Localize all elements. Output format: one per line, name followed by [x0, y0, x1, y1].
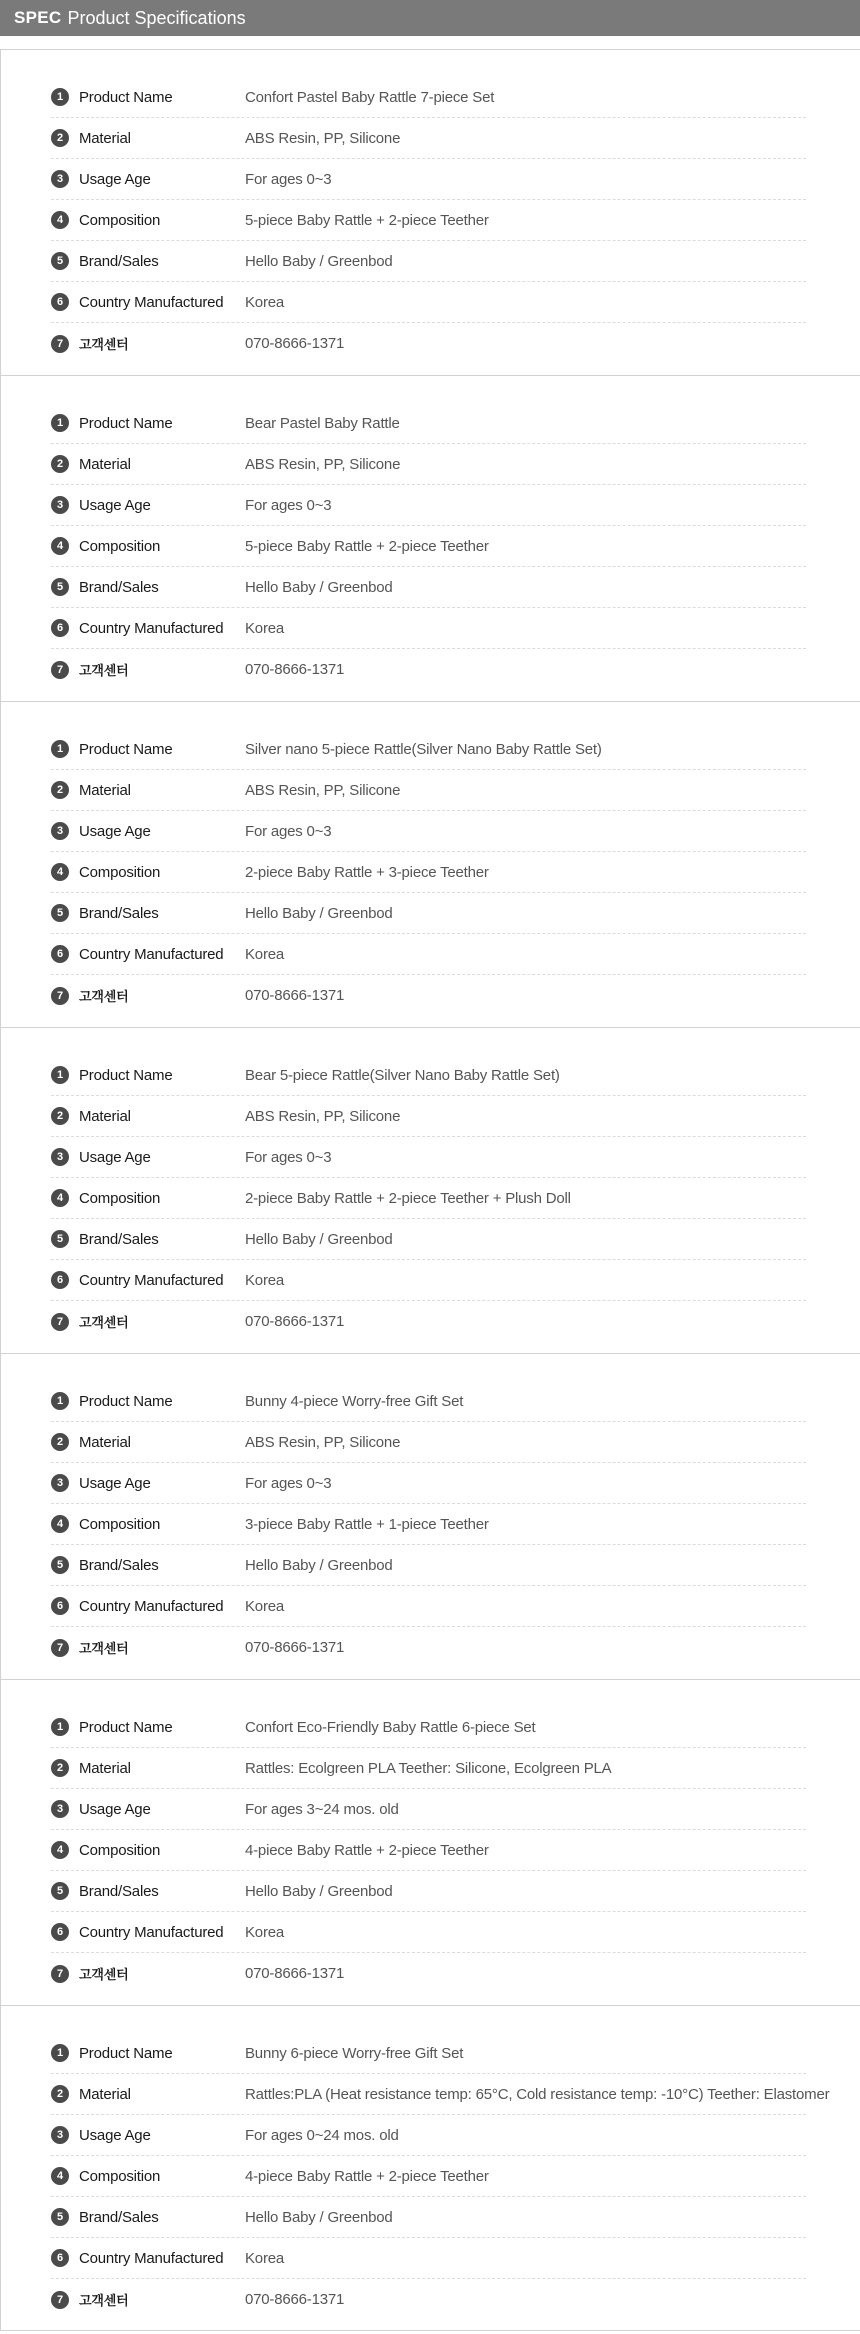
spec-value-product-name: Silver nano 5-piece Rattle(Silver Nano Baby Rattle Set): [245, 740, 602, 758]
spec-label-country-manufactured: Country Manufactured: [79, 619, 224, 637]
row-number-badge: 6: [51, 1271, 69, 1289]
spec-label-brand-sales: Brand/Sales: [79, 578, 159, 596]
spec-table: [51, 1381, 806, 1668]
spec-row-product-name: [51, 77, 806, 118]
spec-label-material: Material: [79, 781, 131, 799]
spec-value-material: ABS Resin, PP, Silicone: [245, 129, 401, 147]
spec-value-composition: 4-piece Baby Rattle + 2-piece Teether: [245, 1841, 489, 1859]
row-number-badge: 3: [51, 496, 69, 514]
row-number-badge: 6: [51, 945, 69, 963]
spec-value-customer-center: 070-8666-1371: [245, 661, 345, 678]
row-number-badge: 6: [51, 1597, 69, 1615]
spec-value-usage-age: For ages 0~24 mos. old: [245, 2126, 399, 2144]
spec-label-product-name: Product Name: [79, 1392, 173, 1410]
spec-value-material: Rattles: Ecolgreen PLA Teether: Silicone, Ecolgreen PLA: [245, 1759, 612, 1777]
spec-row-product-name: [51, 1707, 806, 1748]
spec-label-brand-sales: Brand/Sales: [79, 1556, 159, 1574]
spec-value-brand-sales: Hello Baby / Greenbod: [245, 578, 393, 596]
row-number-badge: 2: [51, 1107, 69, 1125]
spec-value-material: ABS Resin, PP, Silicone: [245, 1433, 401, 1451]
row-number-badge: 2: [51, 1759, 69, 1777]
spec-section: [0, 1353, 860, 1679]
row-number-badge: 7: [51, 1313, 69, 1331]
spec-label-composition: Composition: [79, 211, 161, 229]
spec-row-composition: [51, 1830, 806, 1871]
row-number-badge: 1: [51, 740, 69, 758]
row-number-badge: 4: [51, 537, 69, 555]
spec-label-usage-age: Usage Age: [79, 2126, 151, 2144]
spec-label-composition: Composition: [79, 537, 161, 555]
spec-row-usage-age: [51, 1789, 806, 1830]
spec-label-customer-center: 고객센터: [79, 1967, 129, 1982]
spec-row-usage-age: [51, 159, 806, 200]
spec-value-country-manufactured: Korea: [245, 945, 285, 963]
spec-label-country-manufactured: Country Manufactured: [79, 1597, 224, 1615]
spec-row-composition: [51, 1178, 806, 1219]
spec-tag: SPEC: [14, 8, 62, 27]
spec-label-customer-center: 고객센터: [79, 1641, 129, 1656]
spec-value-composition: 2-piece Baby Rattle + 3-piece Teether: [245, 863, 489, 881]
spec-row-product-name: [51, 729, 806, 770]
spec-value-customer-center: 070-8666-1371: [245, 1965, 345, 1982]
spec-table: [51, 403, 806, 690]
row-number-badge: 4: [51, 1189, 69, 1207]
spec-label-brand-sales: Brand/Sales: [79, 1882, 159, 1900]
spec-value-usage-age: For ages 0~3: [245, 822, 332, 840]
spec-label-material: Material: [79, 2085, 131, 2103]
spec-row-brand-sales: [51, 1545, 806, 1586]
spec-label-brand-sales: Brand/Sales: [79, 2208, 159, 2226]
spec-row-customer-center: [51, 1953, 806, 1994]
spec-row-customer-center: [51, 1627, 806, 1668]
spec-table: [51, 729, 806, 1016]
spec-value-brand-sales: Hello Baby / Greenbod: [245, 252, 393, 270]
spec-value-usage-age: For ages 0~3: [245, 170, 332, 188]
spec-row-material: [51, 118, 806, 159]
spec-label-customer-center: 고객센터: [79, 989, 129, 1004]
spec-row-customer-center: [51, 975, 806, 1016]
spec-label-country-manufactured: Country Manufactured: [79, 2249, 224, 2267]
row-number-badge: 1: [51, 1718, 69, 1736]
spec-value-usage-age: For ages 0~3: [245, 1474, 332, 1492]
row-number-badge: 4: [51, 1515, 69, 1533]
row-number-badge: 2: [51, 781, 69, 799]
spec-row-composition: [51, 852, 806, 893]
spec-row-product-name: [51, 403, 806, 444]
spec-value-brand-sales: Hello Baby / Greenbod: [245, 904, 393, 922]
spec-value-product-name: Bunny 4-piece Worry-free Gift Set: [245, 1392, 464, 1410]
spec-label-material: Material: [79, 129, 131, 147]
spec-header: [0, 0, 860, 36]
row-number-badge: 2: [51, 1433, 69, 1451]
row-number-badge: 2: [51, 129, 69, 147]
spec-label-usage-age: Usage Age: [79, 1148, 151, 1166]
row-number-badge: 7: [51, 1965, 69, 1983]
row-number-badge: 2: [51, 455, 69, 473]
spec-sections: [0, 49, 860, 2331]
row-number-badge: 6: [51, 619, 69, 637]
spec-label-usage-age: Usage Age: [79, 1474, 151, 1492]
spec-row-usage-age: [51, 811, 806, 852]
spec-value-composition: 2-piece Baby Rattle + 2-piece Teether + Plush Doll: [245, 1189, 571, 1207]
spec-value-brand-sales: Hello Baby / Greenbod: [245, 1230, 393, 1248]
row-number-badge: 3: [51, 1148, 69, 1166]
spec-value-country-manufactured: Korea: [245, 1923, 285, 1941]
row-number-badge: 6: [51, 2249, 69, 2267]
spec-section: [0, 49, 860, 375]
spec-label-product-name: Product Name: [79, 414, 173, 432]
spec-label-country-manufactured: Country Manufactured: [79, 945, 224, 963]
row-number-badge: 4: [51, 1841, 69, 1859]
spec-value-customer-center: 070-8666-1371: [245, 987, 345, 1004]
spec-label-customer-center: 고객센터: [79, 663, 129, 678]
spec-label-customer-center: 고객센터: [79, 337, 129, 352]
spec-row-product-name: [51, 1381, 806, 1422]
spec-row-customer-center: [51, 2279, 806, 2320]
spec-section: [0, 2005, 860, 2331]
spec-table: [51, 1707, 806, 1994]
spec-value-material: Rattles:PLA (Heat resistance temp: 65°C, Cold resistance temp: -10°C) Teether: Elastomer: [245, 2085, 830, 2103]
spec-label-material: Material: [79, 1759, 131, 1777]
spec-row-brand-sales: [51, 2197, 806, 2238]
row-number-badge: 1: [51, 88, 69, 106]
spec-row-material: [51, 2074, 830, 2115]
spec-label-usage-age: Usage Age: [79, 496, 151, 514]
row-number-badge: 5: [51, 1556, 69, 1574]
spec-label-usage-age: Usage Age: [79, 822, 151, 840]
spec-value-country-manufactured: Korea: [245, 619, 285, 637]
spec-label-material: Material: [79, 1107, 131, 1125]
spec-row-country-manufactured: [51, 282, 806, 323]
row-number-badge: 6: [51, 1923, 69, 1941]
spec-row-country-manufactured: [51, 1586, 806, 1627]
spec-value-material: ABS Resin, PP, Silicone: [245, 781, 401, 799]
row-number-badge: 3: [51, 1800, 69, 1818]
spec-value-product-name: Bunny 6-piece Worry-free Gift Set: [245, 2044, 464, 2062]
spec-value-composition: 5-piece Baby Rattle + 2-piece Teether: [245, 537, 489, 555]
spec-row-material: [51, 444, 806, 485]
spec-label-country-manufactured: Country Manufactured: [79, 1923, 224, 1941]
spec-row-material: [51, 770, 806, 811]
spec-table: [51, 2033, 830, 2320]
spec-row-country-manufactured: [51, 1912, 806, 1953]
spec-value-brand-sales: Hello Baby / Greenbod: [245, 1882, 393, 1900]
spec-row-country-manufactured: [51, 2238, 806, 2279]
spec-value-customer-center: 070-8666-1371: [245, 2291, 345, 2308]
spec-section: [0, 1679, 860, 2005]
spec-label-composition: Composition: [79, 2167, 161, 2185]
spec-label-material: Material: [79, 455, 131, 473]
row-number-badge: 5: [51, 252, 69, 270]
spec-value-country-manufactured: Korea: [245, 2249, 285, 2267]
row-number-badge: 7: [51, 661, 69, 679]
spec-label-brand-sales: Brand/Sales: [79, 904, 159, 922]
spec-label-composition: Composition: [79, 1189, 161, 1207]
spec-row-brand-sales: [51, 1219, 806, 1260]
spec-row-customer-center: [51, 323, 806, 364]
spec-row-material: [51, 1422, 806, 1463]
spec-label-usage-age: Usage Age: [79, 1800, 151, 1818]
row-number-badge: 3: [51, 2126, 69, 2144]
row-number-badge: 4: [51, 211, 69, 229]
spec-label-product-name: Product Name: [79, 1718, 173, 1736]
spec-value-brand-sales: Hello Baby / Greenbod: [245, 2208, 393, 2226]
row-number-badge: 7: [51, 1639, 69, 1657]
spec-row-country-manufactured: [51, 608, 806, 649]
page-title: Product Specifications: [67, 7, 246, 28]
spec-section: [0, 1027, 860, 1353]
row-number-badge: 2: [51, 2085, 69, 2103]
spec-section: [0, 701, 860, 1027]
row-number-badge: 1: [51, 2044, 69, 2062]
row-number-badge: 7: [51, 335, 69, 353]
spec-row-material: [51, 1748, 806, 1789]
spec-label-country-manufactured: Country Manufactured: [79, 293, 224, 311]
row-number-badge: 1: [51, 1392, 69, 1410]
row-number-badge: 5: [51, 578, 69, 596]
spec-row-composition: [51, 526, 806, 567]
spec-value-customer-center: 070-8666-1371: [245, 335, 345, 352]
spec-value-product-name: Bear 5-piece Rattle(Silver Nano Baby Rattle Set): [245, 1066, 560, 1084]
spec-row-composition: [51, 1504, 806, 1545]
spec-label-usage-age: Usage Age: [79, 170, 151, 188]
spec-value-usage-age: For ages 0~3: [245, 1148, 332, 1166]
row-number-badge: 5: [51, 2208, 69, 2226]
row-number-badge: 3: [51, 1474, 69, 1492]
spec-value-product-name: Bear Pastel Baby Rattle: [245, 414, 400, 432]
spec-value-composition: 4-piece Baby Rattle + 2-piece Teether: [245, 2167, 489, 2185]
row-number-badge: 4: [51, 2167, 69, 2185]
row-number-badge: 3: [51, 822, 69, 840]
spec-value-country-manufactured: Korea: [245, 1271, 285, 1289]
row-number-badge: 7: [51, 2291, 69, 2309]
spec-value-material: ABS Resin, PP, Silicone: [245, 1107, 401, 1125]
spec-row-customer-center: [51, 649, 806, 690]
spec-value-customer-center: 070-8666-1371: [245, 1639, 345, 1656]
spec-row-usage-age: [51, 2115, 806, 2156]
spec-value-composition: 5-piece Baby Rattle + 2-piece Teether: [245, 211, 489, 229]
spec-row-product-name: [51, 2033, 806, 2074]
spec-label-brand-sales: Brand/Sales: [79, 1230, 159, 1248]
spec-value-country-manufactured: Korea: [245, 293, 285, 311]
spec-label-product-name: Product Name: [79, 1066, 173, 1084]
spec-label-customer-center: 고객센터: [79, 2293, 129, 2308]
spec-table: [51, 77, 806, 364]
spec-label-material: Material: [79, 1433, 131, 1451]
spec-row-brand-sales: [51, 1871, 806, 1912]
spec-label-composition: Composition: [79, 1841, 161, 1859]
row-number-badge: 7: [51, 987, 69, 1005]
row-number-badge: 1: [51, 414, 69, 432]
spec-value-usage-age: For ages 3~24 mos. old: [245, 1800, 399, 1818]
spec-row-product-name: [51, 1055, 806, 1096]
spec-row-usage-age: [51, 485, 806, 526]
spec-row-usage-age: [51, 1137, 806, 1178]
spec-row-composition: [51, 200, 806, 241]
spec-row-country-manufactured: [51, 1260, 806, 1301]
spec-value-composition: 3-piece Baby Rattle + 1-piece Teether: [245, 1515, 489, 1533]
spec-label-product-name: Product Name: [79, 2044, 173, 2062]
spec-table: [51, 1055, 806, 1342]
spec-row-material: [51, 1096, 806, 1137]
spec-label-country-manufactured: Country Manufactured: [79, 1271, 224, 1289]
spec-row-customer-center: [51, 1301, 806, 1342]
spec-row-brand-sales: [51, 241, 806, 282]
spec-label-composition: Composition: [79, 1515, 161, 1533]
spec-label-brand-sales: Brand/Sales: [79, 252, 159, 270]
row-number-badge: 3: [51, 170, 69, 188]
spec-row-country-manufactured: [51, 934, 806, 975]
spec-label-composition: Composition: [79, 863, 161, 881]
spec-value-material: ABS Resin, PP, Silicone: [245, 455, 401, 473]
row-number-badge: 1: [51, 1066, 69, 1084]
row-number-badge: 4: [51, 863, 69, 881]
spec-section: [0, 375, 860, 701]
spec-label-customer-center: 고객센터: [79, 1315, 129, 1330]
spec-value-customer-center: 070-8666-1371: [245, 1313, 345, 1330]
spec-label-product-name: Product Name: [79, 740, 173, 758]
spec-row-composition: [51, 2156, 806, 2197]
spec-value-brand-sales: Hello Baby / Greenbod: [245, 1556, 393, 1574]
spec-value-product-name: Confort Eco-Friendly Baby Rattle 6-piece Set: [245, 1718, 536, 1736]
spec-label-product-name: Product Name: [79, 88, 173, 106]
spec-row-usage-age: [51, 1463, 806, 1504]
spec-row-brand-sales: [51, 567, 806, 608]
spec-value-country-manufactured: Korea: [245, 1597, 285, 1615]
spec-row-brand-sales: [51, 893, 806, 934]
row-number-badge: 5: [51, 904, 69, 922]
row-number-badge: 5: [51, 1882, 69, 1900]
row-number-badge: 6: [51, 293, 69, 311]
spec-value-product-name: Confort Pastel Baby Rattle 7-piece Set: [245, 88, 495, 106]
row-number-badge: 5: [51, 1230, 69, 1248]
spec-value-usage-age: For ages 0~3: [245, 496, 332, 514]
